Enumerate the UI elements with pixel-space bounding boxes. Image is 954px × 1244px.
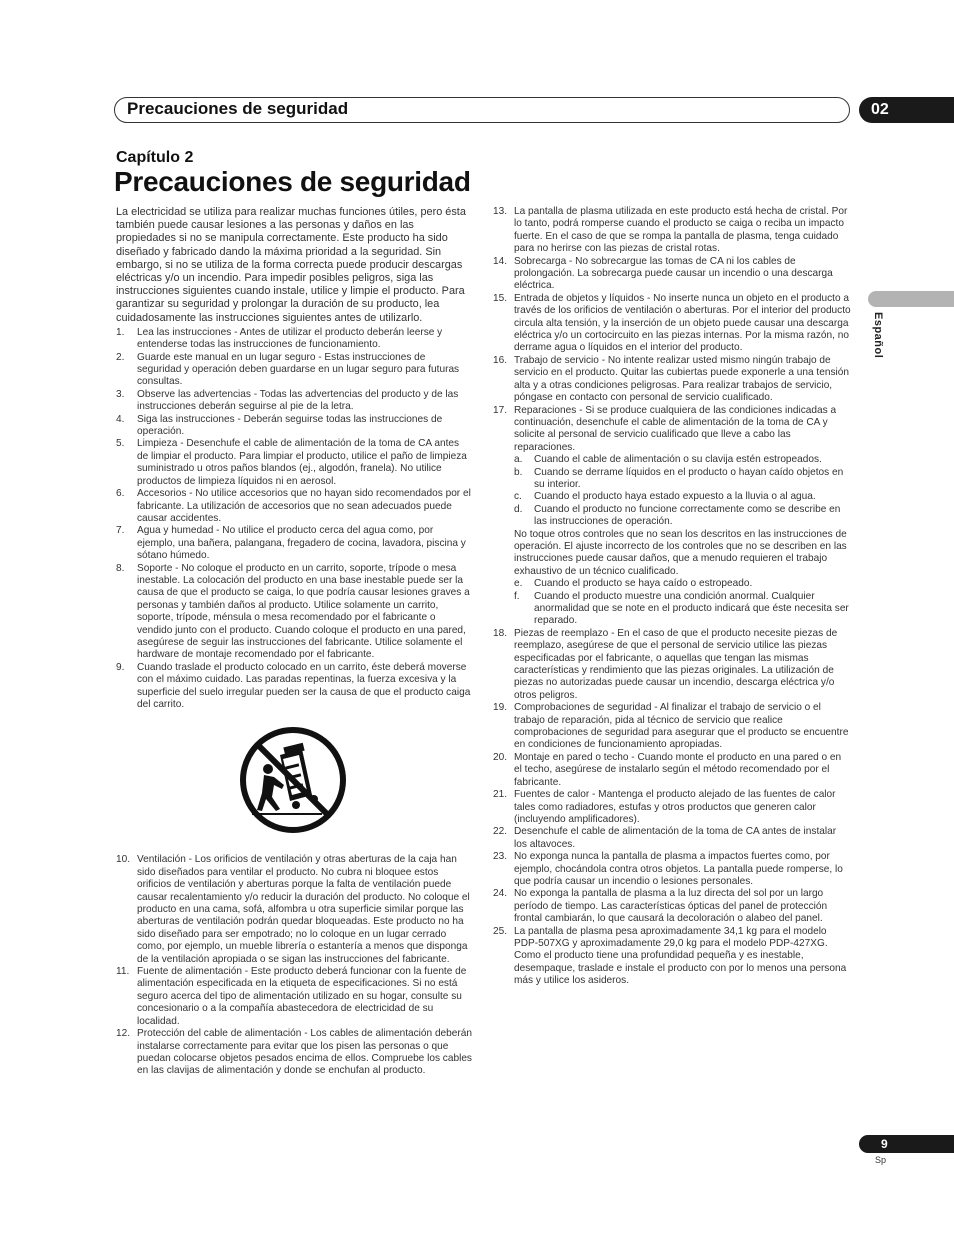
list-item-text: Ventilación - Los orificios de ventilación y otras aberturas de la caja han sido diseñados para ventilar el producto. No cubra ni bloquee estos orificios de ventilación y aberturas porque la falta de ventilación puede causar recalentamiento y/o reducir la duración del producto. No coloque el producto en una cama, sofá, alfombra u otra superficie similar porque las aberturas de ventilación podrán quedar bloqueadas. Este producto no ha sido diseñado para ser empotrado; no lo coloque en un lugar cerrado como, por ejemplo, un mueble librería o estantería a menos que disponga de la ventilación apropiada o se sigan las instrucciones del fabricante. [137,854,470,965]
list-item-number: 9. [116,661,125,673]
list-item-text: Cuando se derrame líquidos en el producto o hayan caído objetos en su interior. [534,466,844,490]
sub-list-item [514,454,851,466]
list-item-text: Cuando el producto haya estado expuesto a la lluvia o al agua. [534,491,816,503]
list-item-text: Fuente de alimentación - Este producto deberá funcionar con la fuente de alimentación especificada en la etiqueta de especificaciones. Si no está seguro acerca del tipo de alimentación utilizado en su hogar, consulte su concesionario o a la compañía abastecedora de electricidad de su localidad. [137,966,467,1027]
list-item [493,702,851,752]
sub-list-item [514,591,851,628]
list-item-text: Soporte - No coloque el producto en un carrito, soporte, trípode o mesa inestable. La colocación del producto en una base inestable puede ser la causa de que el producto se caiga, lo que podría causar lesiones graves a personas y también daños al producto. Utilice solamente un carrito, soporte, trípode, ménsula o mesa recomendado por el fabricante o vendido junto con el producto. Cuando coloque el producto en una pared, asegúrese de seguir las instrucciones del fabricante. Utilice solamente el hardware de montaje recomendado por el fabricante. [137,562,470,661]
list-item-number: 16. [493,354,508,366]
list-item [116,414,472,439]
list-item [116,854,472,966]
list-item-number: 1. [116,326,125,338]
list-item [493,405,851,455]
list-item-number: 20. [493,751,508,763]
list-item-number: 2. [116,351,125,363]
list-item [116,352,472,389]
list-item-text: Limpieza - Desenchufe el cable de alimentación de la toma de CA antes de limpiar el producto. Para limpiar el producto, utilice el paño de limpieza suministrado u otros paños blandos (ej., algodón, franela). No utilice productos de limpieza líquidos ni en aerosol. [137,438,467,487]
list-item-number: 25. [493,925,508,937]
list-item-text: Cuando el producto se haya caído o estropeado. [534,578,753,590]
list-item-number: e. [514,578,523,590]
list-item [116,662,472,712]
no-cart-tipping-icon [238,725,348,835]
list-item [116,966,472,1028]
list-item-text: La pantalla de plasma utilizada en este producto está hecha de cristal. Por lo tanto, podrá romperse cuando el producto se caiga o reciba un impacto fuerte. En el caso de que se rompa la pantalla de plasma, tenga cuidado para no herirse con las piezas de cristal rotas. [514,206,848,255]
list-item [493,752,851,789]
list-item-text: Trabajo de servicio - No intente realizar usted mismo ningún trabajo de servicio en el producto. Quitar las cubiertas puede exponerle a una tensión alta y a otras condiciones peligrosas. Para realizar trabajos de servicio, póngase en contacto con personal de servicio cualificado. [514,354,849,404]
list-item-text: Agua y humedad - No utilice el producto cerca del agua como, por ejemplo, una bañera, palangana, fregadero de cocina, lavadora, piscina y sótano húmedo. [137,525,466,562]
page-title: Precauciones de seguridad [114,166,471,197]
list-item [493,293,851,355]
list-item-number: 11. [116,966,130,978]
safety-list-right-b [493,628,851,988]
list-item [493,826,851,851]
list-item-text: Siga las instrucciones - Deberán seguirse todas las instrucciones de operación. [137,413,443,438]
list-item-number: 6. [116,488,125,500]
list-item-text: No exponga nunca la pantalla de plasma a impactos fuertes como, por ejemplo, chocándola contra otros objetos. La pantalla puede romperse, lo que podría causar un incendio o lesiones personales. [514,851,843,887]
language-tab [868,291,954,307]
section-title: Precauciones de seguridad [127,99,349,118]
list-item-number: 7. [116,525,125,537]
list-item [116,525,472,562]
list-item [493,926,851,988]
list-item-text: Guarde este manual en un lugar seguro - Estas instrucciones de seguridad y operación deben guardarse en un lugar seguro para futuras consultas. [137,351,460,388]
safety-list-left-b [116,854,472,1077]
list-item-number: a. [514,454,523,466]
list-item-text: No exponga la pantalla de plasma a la luz directa del sol por un largo período de tiempo. Las características ópticas del panel de protección frontal cambiarán, lo que causará la decoloración o alabeo del panel. [514,888,828,925]
list-item-number: c. [514,491,522,503]
list-item-number: 12. [116,1028,131,1040]
list-item-number: 21. [493,789,508,801]
list-item-text: Cuando el cable de alimentación o su clavija estén estropeados. [534,454,822,466]
repair-note: No toque otros controles que no sean los descritos en las instrucciones de operación. El ajuste incorrecto de los controles que no se describen en las instrucciones puede causar daños, que a menudo requieren el trabajo exhaustivo de un técnico cualificado. [514,528,847,577]
list-item-number: 5. [116,438,125,450]
list-item [493,355,851,405]
list-item-number: 22. [493,826,508,838]
safety-list-right-a [493,206,851,454]
list-item-number: f. [514,590,520,602]
list-item [493,789,851,826]
list-item [493,256,851,293]
list-item-text: Cuando traslade el producto colocado en un carrito, éste deberá moverse con el máximo cuidado. Las paradas repentinas, la fuerza excesiva y la superficie del suelo irregular pueden ser la causa de que el producto caiga del carrito. [137,661,471,711]
list-item-text: Montaje en pared o techo - Cuando monte el producto en una pared o en el techo, asegúrese de instalarlo según el método recomendado por el fabricante. [514,751,842,788]
warning-illustration [116,725,472,845]
list-item [116,563,472,662]
list-item-text: Protección del cable de alimentación - Los cables de alimentación deberán instalarse correctamente para evitar que los pisen las personas o que puedan colocarse objetos pesados encima de ellos. Compruebe los cables en las clavijas de alimentación y donde se enchufan al producto. [137,1028,472,1077]
list-item [116,1028,472,1078]
list-item-number: 10. [116,854,131,866]
list-item-number: 14. [493,255,508,267]
list-item-text: Cuando el producto muestre una condición anormal. Cualquier anormalidad que se note en el producto indicará que éste necesita ser reparado. [534,590,849,627]
list-item-text: Cuando el producto no funcione correctamente como se describe en las instrucciones de operación. [534,503,841,528]
list-item-text: Reparaciones - Si se produce cualquiera de las condiciones indicadas a continuación, desenchufe el cable de alimentación de la toma de CA y solicite al personal de servicio cualificado que lleve a cabo las reparaciones. [514,404,837,453]
list-item [116,438,472,488]
list-item-text: La pantalla de plasma pesa aproximadamente 34,1 kg para el modelo PDP-507XG y aproximadamente 29,0 kg para el modelo PDP-427XG. Como el producto tiene una profundidad pequeña y es inestable, desempaque, traslade e instale el producto con por lo menos una persona más y utilice los asideros. [514,925,847,987]
sub-list-item [514,578,851,590]
list-item [116,488,472,525]
list-item [116,389,472,414]
list-item [493,888,851,925]
chapter-number-tab: 02 [859,97,954,123]
list-item-number: 18. [493,627,508,639]
list-item-text: Fuentes de calor - Mantenga el producto alejado de las fuentes de calor tales como radiadores, estufas y otros productos que generen calor (incluyendo amplificadores). [514,789,836,825]
sub-list-item [514,504,851,529]
list-item-text: Piezas de reemplazo - En el caso de que el producto necesite piezas de reemplazo, asegúrese de que el personal de servicio utilice las piezas especificadas por el fabricante, o aquellas que tengan las mismas características y rendimiento que las piezas originales. La utilización de piezas no autorizadas puede causar un incendio, descarga eléctrica y/o otros peligros. [514,627,838,701]
page-number-tab: 9 [859,1135,954,1153]
list-item-text: Entrada de objetos y líquidos - No inserte nunca un objeto en el producto a través de los orificios de ventilación o aberturas. Por el interior del producto circula alta tensión, y la inserción de un objeto puede causar una descarga eléctrica y/o un cortocircuito en las piezas internas. Por la misma razón, no derrame agua o líquidos en el interior del producto. [514,292,851,354]
list-item-text: Desenchufe el cable de alimentación de la toma de CA antes de instalar los altavoces. [514,826,837,850]
right-column [493,206,851,988]
safety-list-left-a [116,327,472,712]
language-label: Español [872,312,884,359]
list-item-number: 24. [493,888,508,900]
list-item [493,851,851,888]
list-item-number: 4. [116,413,125,425]
list-item-text: Lea las instrucciones - Antes de utilizar el producto deberán leerse y entenderse todas las instrucciones de funcionamiento. [137,326,443,351]
list-item-text: Comprobaciones de seguridad - Al finalizar el trabajo de servicio o el trabajo de reparación, pida al técnico de servicio que realice comprobaciones de seguridad para asegurar que el producto se encuentre en condiciones de funcionamiento apropiadas. [514,702,849,751]
list-item-text: Observe las advertencias - Todas las advertencias del producto y de las instrucciones deberán seguirse al pie de la letra. [137,388,459,413]
left-column [116,206,472,1078]
list-item-number: 23. [493,851,508,863]
chapter-label: Capítulo 2 [116,149,194,166]
list-item-number: d. [514,503,523,515]
section-header [114,97,850,123]
sub-list-item [514,491,851,503]
list-item-number: 3. [116,388,125,400]
intro-paragraph: La electricidad se utiliza para realizar muchas funciones útiles, pero ésta también puede causar lesiones a las personas y daños en las propiedades si no se manipula correctamente. Este producto ha sido diseñado y fabricado dando la máxima prioridad a la seguridad. Sin embargo, si no se utiliza de la forma correcta puede producir descargas eléctricas y/o un incendio. Para impedir posibles peligros, siga las instrucciones siguientes cuando instale, utilice y limpie el producto. Para garantizar su seguridad y prolongar la duración de su producto, lea cuidadosamente las instrucciones siguientes antes de utilizarlo. [116,206,466,324]
list-item-number: 8. [116,562,125,574]
repair-conditions-list-a [493,454,851,528]
list-item-number: b. [514,466,523,478]
list-item-number: 19. [493,702,508,714]
list-item [116,327,472,352]
sub-list-item [514,467,851,492]
list-item [493,628,851,702]
list-item [493,206,851,256]
list-item-number: 15. [493,292,508,304]
list-item-number: 17. [493,404,508,416]
list-item-text: Accesorios - No utilice accesorios que no hayan sido recomendados por el fabricante. La utilización de accesorios que no sean adecuados puede causar accidentes. [137,488,471,524]
list-item-number: 13. [493,206,508,217]
language-code: Sp [875,1155,887,1165]
list-item-text: Sobrecarga - No sobrecargue las tomas de CA ni los cables de prolongación. La sobrecarga puede causar un incendio o una descarga eléctrica. [514,255,833,292]
repair-conditions-list-b [493,578,851,628]
